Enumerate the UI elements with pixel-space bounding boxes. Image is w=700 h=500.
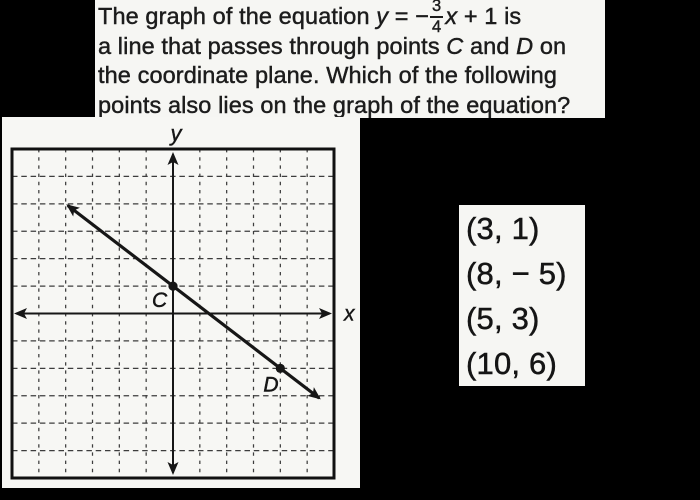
answer-option-2: (8, − 5) [466, 256, 567, 291]
fraction-numerator: 3 [432, 0, 442, 16]
question-line-4: points also lies on the graph of the equation? [98, 91, 571, 118]
answer-option-1: (3, 1) [466, 211, 540, 246]
question-line-1 [98, 0, 605, 36]
point-label-d: D [263, 373, 279, 397]
equation-relation: = − [388, 3, 430, 29]
question-line-3: the coordinate plane. Which of the following [98, 62, 558, 88]
answer-option-4: (10, 6) [466, 346, 557, 381]
equation-variable-x: x [445, 3, 458, 29]
question-text: and [463, 32, 517, 59]
equation-variable-y: y [376, 3, 389, 29]
y-axis-label: y [170, 121, 182, 146]
question-line-2 [98, 32, 605, 62]
coordinate-plane-panel [2, 117, 360, 488]
point-name-d: D [516, 32, 534, 59]
question-text: on [533, 32, 567, 59]
point-label-c: C [152, 289, 168, 313]
question-text-panel [95, 0, 605, 118]
fraction-three-fourths [430, 0, 443, 35]
question-text: is [497, 3, 522, 29]
coordinate-plane-graph [2, 117, 360, 488]
question-text: a line that passes through points [98, 32, 447, 59]
answer-option-3: (5, 3) [466, 301, 540, 336]
point-name-c: C [446, 32, 464, 59]
question-text: The graph of the equation [98, 3, 377, 29]
answer-choices-panel [459, 205, 585, 386]
equation-tail: + 1 [457, 3, 498, 29]
point-dot-d [276, 364, 285, 373]
x-axis-label: x [344, 302, 355, 326]
point-dot-c [168, 281, 177, 290]
fraction-denominator: 4 [432, 17, 442, 36]
